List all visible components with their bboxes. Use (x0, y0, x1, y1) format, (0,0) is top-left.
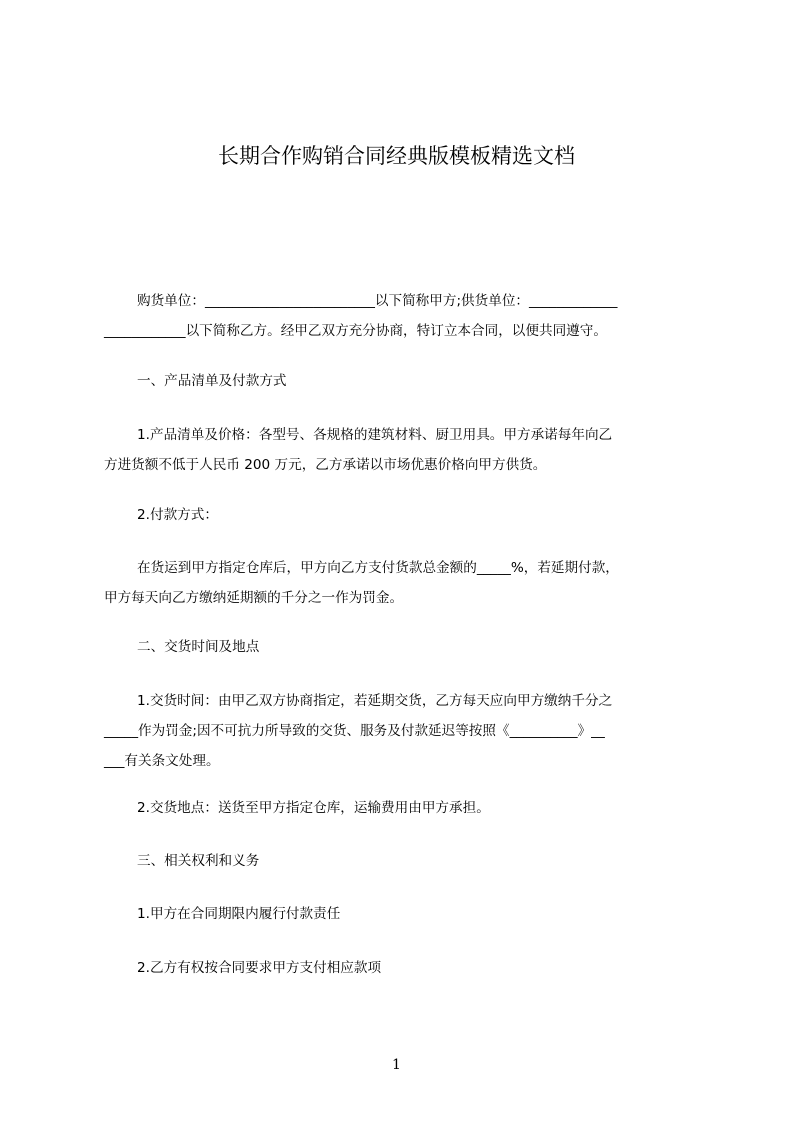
section-1-item-2-body (104, 553, 696, 613)
paragraph-line: 2.乙方有权按合同要求甲方支付相应款项 (137, 960, 382, 976)
page-number: 1 (392, 1057, 401, 1073)
section-1-heading (104, 366, 696, 396)
paragraph-line: 在货运到甲方指定仓库后，甲方向乙方支付货款总金额的_____%，若延期付款， (137, 560, 619, 576)
paragraph-line: 1.产品清单及价格：各型号、各规格的建筑材料、厨卫用具。甲方承诺每年向乙 (137, 427, 613, 443)
section-heading: 二、交货时间及地点 (137, 639, 260, 655)
section-2-item-2 (104, 793, 696, 823)
paragraph-line: 1.交货时间：由甲乙双方协商指定，若延期交货，乙方每天应向甲方缴纳千分之 (137, 693, 613, 709)
paragraph-line: 1.甲方在合同期限内履行付款责任 (137, 906, 341, 922)
section-3-item-1 (104, 899, 696, 929)
section-heading: 一、产品清单及付款方式 (137, 373, 287, 389)
section-2-item-1 (104, 686, 696, 776)
section-1-item-2-heading (104, 500, 696, 530)
paragraph-line: _____作为罚金;因不可抗力所导致的交货、服务及付款延迟等按照《__________》__ (104, 723, 605, 739)
paragraph-line: ___有关条文处理。 (104, 753, 220, 769)
paragraph-line: 2.交货地点：送货至甲方指定仓库，运输费用由甲方承担。 (137, 800, 490, 816)
intro-line-1: 购货单位：_________________________以下简称甲方;供货单位：_____________ (137, 293, 618, 309)
intro-line-2: ____________以下简称乙方。经甲乙双方充分协商，特订立本合同，以便共同遵守。 (104, 323, 607, 339)
subheading: 2.付款方式： (137, 507, 218, 523)
paragraph-line: 甲方每天向乙方缴纳延期额的千分之一作为罚金。 (104, 590, 404, 606)
paragraph-line: 方进货额不低于人民币 200 万元，乙方承诺以市场优惠价格向甲方供货。 (104, 457, 547, 473)
section-3-heading (104, 846, 696, 876)
section-1-item-1 (104, 420, 696, 480)
intro-paragraph (104, 286, 696, 346)
section-3-item-2 (104, 953, 696, 983)
document-title: 长期合作购销合同经典版模板精选文档 (218, 144, 575, 168)
section-2-heading (104, 632, 696, 662)
section-heading: 三、相关权利和义务 (137, 853, 260, 869)
